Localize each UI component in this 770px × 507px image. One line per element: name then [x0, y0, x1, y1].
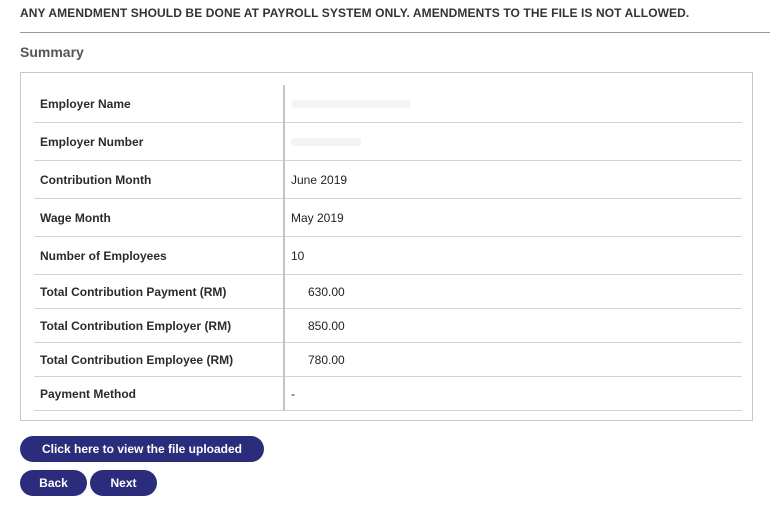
section-title-summary: Summary — [20, 44, 84, 60]
wage-month-value: May 2019 — [284, 199, 742, 237]
contribution-month-label: Contribution Month — [34, 161, 284, 199]
number-of-employees-value: 10 — [284, 237, 742, 275]
total-payment-value: 630.00 — [284, 275, 742, 309]
header-divider — [20, 32, 770, 33]
row-number-of-employees — [34, 237, 742, 275]
employer-number-label: Employer Number — [34, 123, 284, 161]
view-uploaded-file-button[interactable]: Click here to view the file uploaded — [20, 436, 264, 462]
summary-panel — [20, 72, 753, 421]
contribution-month-value: June 2019 — [284, 161, 742, 199]
employer-number-value — [284, 123, 742, 161]
wage-month-label: Wage Month — [34, 199, 284, 237]
row-total-employer — [34, 309, 742, 343]
total-employee-label: Total Contribution Employee (RM) — [34, 343, 284, 377]
row-payment-method — [34, 377, 742, 411]
total-payment-label: Total Contribution Payment (RM) — [34, 275, 284, 309]
payment-method-label: Payment Method — [34, 377, 284, 411]
employer-number-redacted — [291, 138, 361, 146]
row-employer-name — [34, 85, 742, 123]
payment-method-value: - — [284, 377, 742, 411]
row-contribution-month — [34, 161, 742, 199]
amendment-notice: ANY AMENDMENT SHOULD BE DONE AT PAYROLL SYSTEM ONLY. AMENDMENTS TO THE FILE IS NOT ALLOWED. — [20, 6, 690, 20]
number-of-employees-label: Number of Employees — [34, 237, 284, 275]
total-employee-value: 780.00 — [284, 343, 742, 377]
row-employer-number — [34, 123, 742, 161]
employer-name-redacted — [291, 100, 411, 108]
summary-table — [34, 85, 742, 411]
row-total-employee — [34, 343, 742, 377]
back-button[interactable]: Back — [20, 470, 87, 496]
employer-name-value — [284, 85, 742, 123]
employer-name-label: Employer Name — [34, 85, 284, 123]
row-total-payment — [34, 275, 742, 309]
next-button[interactable]: Next — [90, 470, 157, 496]
row-wage-month — [34, 199, 742, 237]
total-employer-label: Total Contribution Employer (RM) — [34, 309, 284, 343]
total-employer-value: 850.00 — [284, 309, 742, 343]
